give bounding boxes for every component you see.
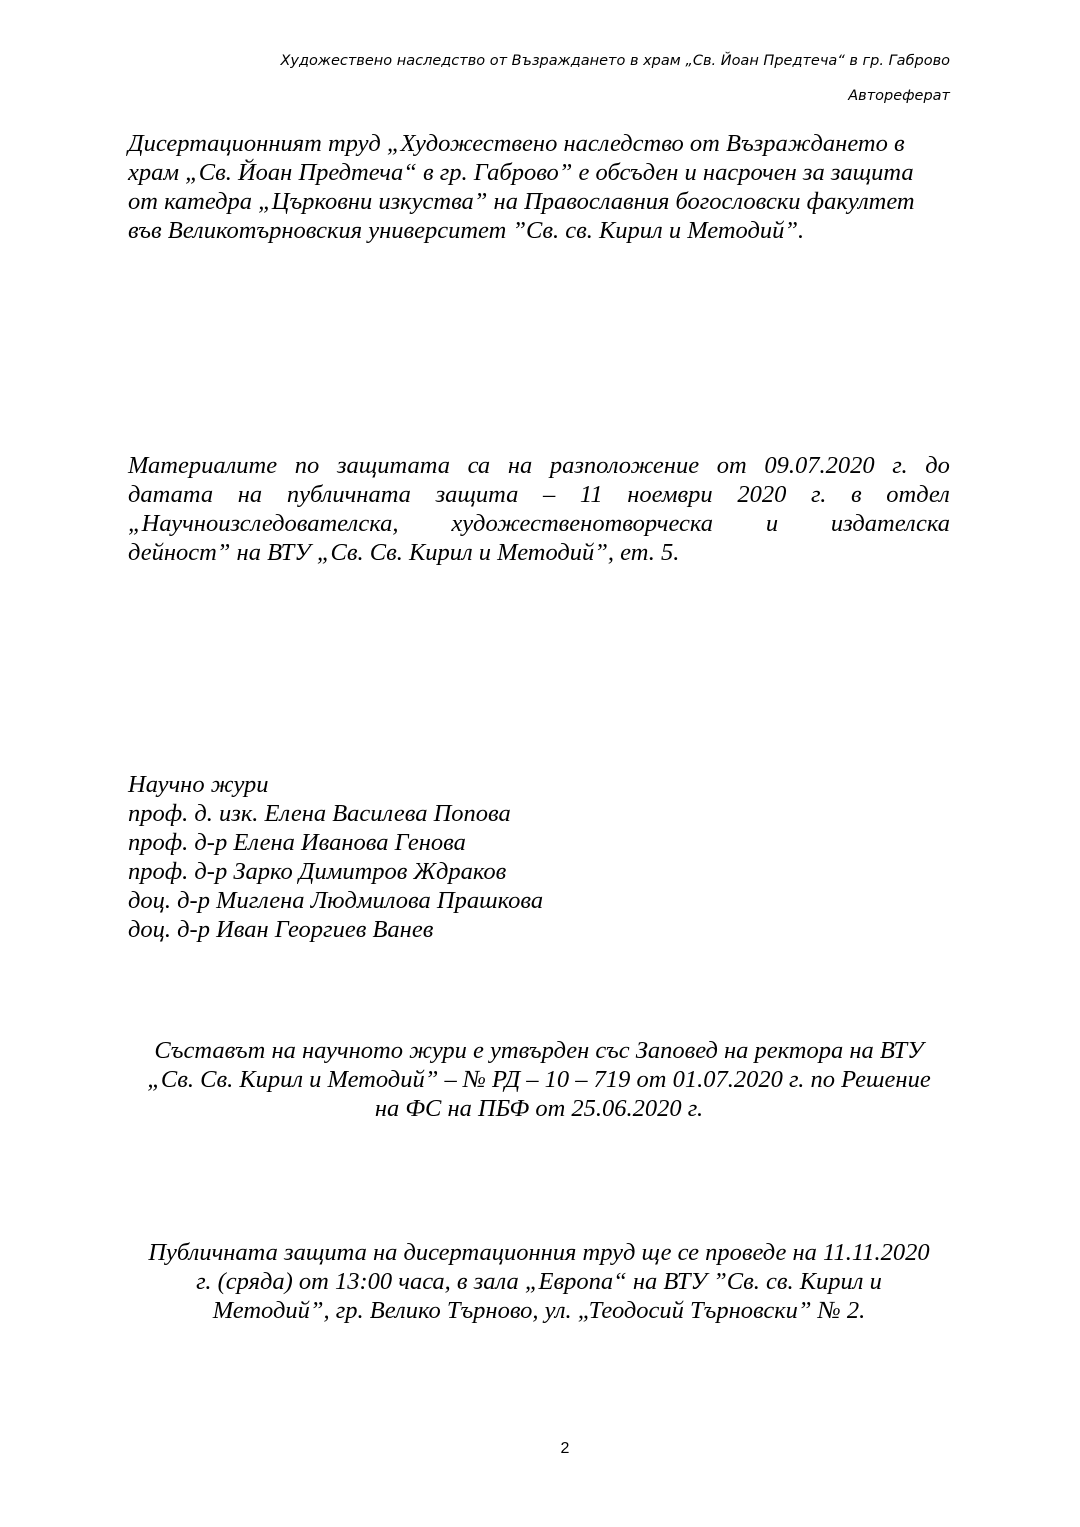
word: от: [716, 452, 747, 479]
defense-line: Публичната защита на дисертационния труд ще се проведе на 11.11.2020: [148, 1239, 930, 1266]
word: художественотворческа: [451, 510, 713, 537]
word: на: [507, 452, 533, 479]
jury-member: проф. д-р Елена Иванова Генова: [128, 829, 466, 856]
word: в: [850, 481, 862, 508]
materials-line-4: дейност” на ВТУ „Св. Св. Кирил и Методий”, ет. 5.: [128, 539, 680, 566]
word: 09.07.2020: [764, 452, 875, 479]
word: разположение: [549, 452, 700, 479]
jury-member: доц. д-р Миглена Людмилова Прашкова: [128, 887, 544, 914]
header-title: Художествено наследство от Възраждането в храм „Св. Йоан Предтеча“ в гр. Габрово: [280, 53, 950, 69]
word: до: [925, 452, 950, 479]
word: –: [543, 481, 556, 508]
word: по: [294, 452, 320, 479]
word: Материалите: [128, 452, 278, 479]
word: ноември: [627, 481, 713, 508]
intro-line: Дисертационният труд „Художествено наследство от Възраждането в: [128, 130, 905, 157]
jury-heading: Научно жури: [128, 771, 269, 798]
word: и: [765, 510, 779, 537]
word: г.: [810, 481, 827, 508]
jury-list: [128, 770, 828, 944]
header-subtitle: Автореферат: [848, 88, 950, 104]
word: издателска: [830, 510, 950, 537]
defense-line: Методий”, гр. Велико Търново, ул. „Теодосий Търновски” № 2.: [212, 1297, 866, 1324]
jury-member: проф. д-р Зарко Димитров Ждраков: [128, 858, 507, 885]
materials-line-1: [128, 451, 950, 480]
word: защитата: [336, 452, 450, 479]
page-number: 2: [560, 1440, 570, 1457]
intro-line: от катедра „Църковни изкуства” на Православния богословски факултет: [128, 188, 915, 215]
intro-line: във Великотърновския университет ”Св. св. Кирил и Методий”.: [128, 217, 805, 244]
jury-member: проф. д. изк. Елена Василева Попова: [128, 800, 511, 827]
jury-member: доц. д-р Иван Георгиев Ванев: [128, 916, 434, 943]
composition-line: Съставът на научното жури е утвърден със Заповед на ректора на ВТУ: [154, 1037, 924, 1064]
word: г.: [892, 452, 908, 479]
composition-line: „Св. Св. Кирил и Методий” – № РД – 10 – 719 от 01.07.2020 г. по Решение: [147, 1066, 931, 1093]
intro-line: храм „Св. Йоан Предтеча“ в гр. Габрово” е обсъден и насрочен за защита: [128, 159, 914, 186]
materials-line-2: [128, 480, 950, 509]
word: 2020: [737, 481, 787, 508]
word: защита: [435, 481, 519, 508]
composition-line: на ФС на ПБФ от 25.06.2020 г.: [374, 1095, 704, 1122]
word: отдел: [886, 481, 950, 508]
word: на: [237, 481, 263, 508]
materials-paragraph: [128, 451, 950, 567]
word: са: [467, 452, 491, 479]
intro-paragraph: [128, 129, 968, 245]
composition-paragraph: [128, 1036, 950, 1123]
word: датата: [128, 481, 214, 508]
word: „Научноизследователска,: [128, 510, 399, 537]
materials-line-3: [128, 509, 950, 538]
word: 11: [579, 481, 603, 508]
defense-line: г. (сряда) от 13:00 часа, в зала „Европа“ на ВТУ ”Св. св. Кирил и: [196, 1268, 882, 1295]
word: публичната: [286, 481, 411, 508]
defense-paragraph: [128, 1238, 950, 1325]
